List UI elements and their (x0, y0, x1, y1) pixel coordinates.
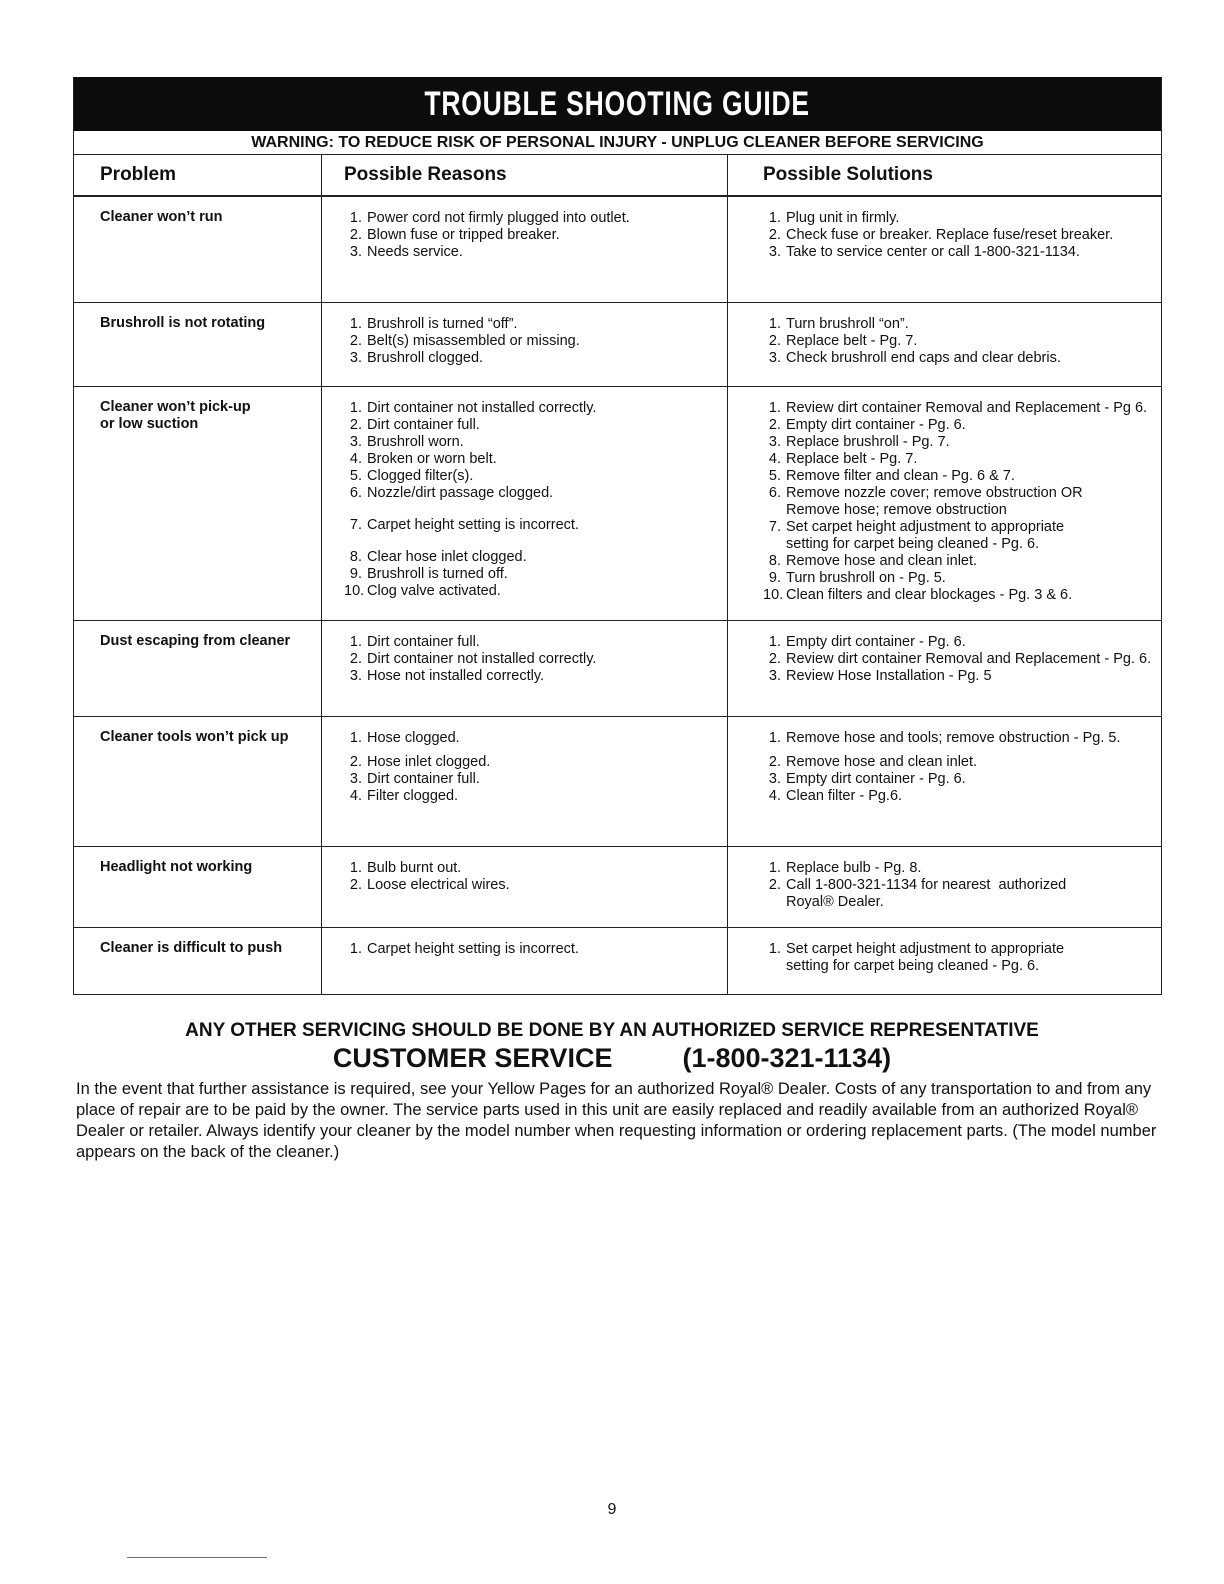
table-header (74, 155, 1161, 197)
reasons-cell (322, 847, 728, 927)
item-number: 4. (768, 788, 781, 804)
solutions-cell (728, 387, 1161, 620)
item-text: Hose not installed correctly. (367, 668, 545, 684)
table-row (74, 197, 1161, 303)
item-number: 3. (768, 771, 781, 787)
reason-item (344, 730, 727, 747)
item-number: 3. (349, 771, 362, 787)
warning: WARNING: TO REDUCE RISK OF PERSONAL INJURY - UNPLUG CLEANER BEFORE SERVICING (74, 131, 1161, 155)
solutions-cell (728, 717, 1161, 846)
item-text: Clog valve activated. (367, 583, 501, 599)
item-text: Replace belt - Pg. 7. (786, 333, 918, 349)
item-number: 1. (768, 941, 781, 957)
item-text: Check brushroll end caps and clear debris. (786, 350, 1061, 366)
item-number: 5. (768, 468, 781, 484)
problem-label: Cleaner is difficult to push (100, 940, 283, 956)
problem-label: Headlight not working (100, 859, 253, 875)
item-number: 9. (768, 570, 781, 586)
reason-item (344, 434, 727, 451)
solution-item (763, 519, 1161, 553)
solution-item (763, 754, 1161, 771)
solution-item (763, 333, 1161, 350)
solution-item (763, 244, 1161, 261)
item-number: 1. (349, 634, 362, 650)
troubleshooting-table (73, 77, 1162, 995)
reason-item (344, 634, 727, 651)
item-number: 1. (349, 860, 362, 876)
item-text: Power cord not firmly plugged into outlet. (367, 210, 630, 226)
item-text: Nozzle/dirt passage clogged. (367, 485, 554, 501)
item-text: Empty dirt container - Pg. 6. (786, 417, 966, 433)
item-text: Call 1-800-321-1134 for nearest authorized Royal® Dealer. (786, 877, 1067, 910)
item-number: 1. (768, 210, 781, 226)
item-text: Brushroll worn. (367, 434, 464, 450)
item-number: 1. (349, 316, 362, 332)
item-number: 2. (349, 227, 362, 243)
item-number: 1. (768, 316, 781, 332)
reasons-cell (322, 621, 728, 716)
item-text: Dirt container not installed correctly. (367, 651, 597, 667)
service-paragraph: In the event that further assistance is required, see your Yellow Pages for an authorized Royal® Dealer. Costs of any transportation to and from any place of repair are to be paid by the owner. The service parts used in this unit are easily replaced and readily available from an authorized Royal® Dealer or retailer. Always identify your cleaner by the model number when requesting information or ordering replacement parts. (The model number appears on the back of the cleaner.) (76, 1080, 1157, 1161)
item-number: 8. (349, 549, 362, 565)
reason-item (344, 771, 727, 788)
item-number: 1. (768, 634, 781, 650)
reason-item (344, 583, 727, 600)
item-number: 2. (768, 877, 781, 893)
solution-item (763, 668, 1161, 685)
item-text: Clean filters and clear blockages - Pg. 3 & 6. (786, 587, 1073, 603)
solutions-cell (728, 928, 1161, 994)
problem-label: Dust escaping from cleaner (100, 633, 291, 649)
page-title: TROUBLE SHOOTING GUIDE (424, 84, 811, 123)
item-number: 1. (349, 400, 362, 416)
item-text: Clean filter - Pg.6. (786, 788, 903, 804)
solution-item (763, 634, 1161, 651)
reason-item (344, 860, 727, 877)
solution-item (763, 468, 1161, 485)
item-number: 4. (349, 788, 362, 804)
item-number: 2. (768, 417, 781, 433)
title-bar (74, 77, 1161, 131)
item-text: Clear hose inlet clogged. (367, 549, 527, 565)
item-text: Remove nozzle cover; remove obstruction OR Remove hose; remove obstruction (786, 485, 1083, 518)
item-number: 2. (349, 754, 362, 770)
item-number: 8. (768, 553, 781, 569)
item-number: 2. (768, 754, 781, 770)
item-text: Loose electrical wires. (367, 877, 510, 893)
solution-item (763, 434, 1161, 451)
item-number: 1. (768, 730, 781, 746)
item-number: 3. (349, 434, 362, 450)
reason-item (344, 668, 727, 685)
item-text: Empty dirt container - Pg. 6. (786, 771, 966, 787)
item-text: Replace belt - Pg. 7. (786, 451, 918, 467)
solution-item (763, 553, 1161, 570)
item-number: 10. (344, 583, 365, 599)
solution-item (763, 877, 1161, 911)
item-number: 7. (768, 519, 781, 535)
customer-service-phone: (1-800-321-1134) (682, 1043, 892, 1073)
problem-label: Cleaner tools won’t pick up (100, 729, 289, 745)
item-number: 1. (349, 941, 362, 957)
header-solutions: Possible Solutions (763, 164, 933, 185)
reason-item (344, 417, 727, 434)
page-number: 9 (607, 1501, 617, 1518)
item-text: Filter clogged. (367, 788, 459, 804)
solution-item (763, 730, 1161, 747)
reason-item (344, 941, 727, 958)
table-row (74, 303, 1161, 387)
reason-item (344, 468, 727, 485)
solutions-cell (728, 847, 1161, 927)
item-number: 3. (768, 244, 781, 260)
item-text: Needs service. (367, 244, 463, 260)
footer-rule (127, 1557, 267, 1558)
customer-service-label: CUSTOMER SERVICE (332, 1043, 613, 1073)
item-number: 2. (768, 227, 781, 243)
item-number: 2. (768, 333, 781, 349)
solution-item (763, 417, 1161, 434)
item-text: Remove filter and clean - Pg. 6 & 7. (786, 468, 1015, 484)
item-text: Broken or worn belt. (367, 451, 497, 467)
item-text: Brushroll is turned “off”. (367, 316, 518, 332)
header-problem: Problem (74, 155, 322, 195)
reason-item (344, 877, 727, 894)
item-number: 10. (763, 587, 784, 603)
solution-item (763, 788, 1161, 805)
item-text: Turn brushroll on - Pg. 5. (786, 570, 946, 586)
reason-item (344, 210, 727, 227)
item-number: 7. (349, 517, 362, 533)
solution-item (763, 860, 1161, 877)
solution-item (763, 771, 1161, 788)
item-text: Plug unit in firmly. (786, 210, 900, 226)
item-number: 3. (349, 350, 362, 366)
solutions-cell (728, 621, 1161, 716)
item-text: Hose inlet clogged. (367, 754, 491, 770)
item-number: 2. (349, 651, 362, 667)
item-number: 3. (349, 244, 362, 260)
item-number: 4. (349, 451, 362, 467)
service-notice: ANY OTHER SERVICING SHOULD BE DONE BY AN AUTHORIZED SERVICE REPRESENTATIVE (185, 1020, 1039, 1041)
item-text: Clogged filter(s). (367, 468, 474, 484)
reason-item (344, 400, 727, 417)
reasons-cell (322, 387, 728, 620)
item-number: 3. (768, 434, 781, 450)
reasons-cell (322, 303, 728, 386)
problem-label: Brushroll is not rotating (100, 315, 266, 331)
solution-item (763, 485, 1161, 519)
solution-item (763, 651, 1161, 668)
item-text: Review dirt container Removal and Replacement - Pg 6. (786, 400, 1148, 416)
reason-item (344, 244, 727, 261)
reason-item (344, 517, 727, 534)
table-row (74, 717, 1161, 847)
solutions-cell (728, 197, 1161, 302)
table-row (74, 847, 1161, 928)
item-text: Brushroll is turned off. (367, 566, 508, 582)
reason-item (344, 485, 727, 502)
reason-item (344, 754, 727, 771)
item-text: Dirt container full. (367, 634, 480, 650)
item-number: 9. (349, 566, 362, 582)
item-text: Belt(s) misassembled or missing. (367, 333, 580, 349)
item-text: Bulb burnt out. (367, 860, 462, 876)
reason-item (344, 350, 727, 367)
item-number: 2. (349, 417, 362, 433)
item-text: Dirt container not installed correctly. (367, 400, 597, 416)
item-number: 6. (768, 485, 781, 501)
item-number: 5. (349, 468, 362, 484)
reason-item (344, 651, 727, 668)
reason-item (344, 566, 727, 583)
reasons-cell (322, 197, 728, 302)
item-text: Replace brushroll - Pg. 7. (786, 434, 950, 450)
item-number: 1. (768, 400, 781, 416)
item-text: Remove hose and tools; remove obstruction - Pg. 5. (786, 730, 1121, 746)
item-text: Carpet height setting is incorrect. (367, 941, 579, 957)
item-text: Dirt container full. (367, 417, 480, 433)
reason-item (344, 549, 727, 566)
item-text: Set carpet height adjustment to appropriate setting for carpet being cleaned - Pg. 6. (786, 519, 1065, 552)
item-text: Set carpet height adjustment to appropriate setting for carpet being cleaned - Pg. 6. (786, 941, 1065, 974)
item-text: Review dirt container Removal and Replacement - Pg. 6. (786, 651, 1152, 667)
solution-item (763, 350, 1161, 367)
solution-item (763, 587, 1161, 604)
problem-label: Cleaner won’t run (100, 209, 223, 225)
item-text: Hose clogged. (367, 730, 460, 746)
table-row (74, 621, 1161, 717)
item-text: Remove hose and clean inlet. (786, 553, 978, 569)
item-text: Dirt container full. (367, 771, 480, 787)
item-text: Review Hose Installation - Pg. 5 (786, 668, 992, 684)
reason-item (344, 333, 727, 350)
item-text: Brushroll clogged. (367, 350, 484, 366)
solution-item (763, 210, 1161, 227)
table-row (74, 387, 1161, 621)
solution-item (763, 227, 1161, 244)
item-text: Replace bulb - Pg. 8. (786, 860, 922, 876)
item-number: 3. (768, 668, 781, 684)
reason-item (344, 227, 727, 244)
item-number: 1. (349, 730, 362, 746)
item-number: 6. (349, 485, 362, 501)
solution-item (763, 316, 1161, 333)
solution-item (763, 570, 1161, 587)
item-number: 3. (349, 668, 362, 684)
item-text: Carpet height setting is incorrect. (367, 517, 579, 533)
reasons-cell (322, 928, 728, 994)
table-row (74, 928, 1161, 994)
item-text: Empty dirt container - Pg. 6. (786, 634, 966, 650)
reason-item (344, 451, 727, 468)
solutions-cell (728, 303, 1161, 386)
item-number: 4. (768, 451, 781, 467)
item-text: Remove hose and clean inlet. (786, 754, 978, 770)
item-text: Turn brushroll “on”. (786, 316, 909, 332)
item-number: 2. (349, 333, 362, 349)
customer-service (0, 1043, 1224, 1074)
reason-item (344, 788, 727, 805)
item-text: Take to service center or call 1-800-321-1134. (786, 244, 1080, 260)
item-number: 1. (349, 210, 362, 226)
reason-item (344, 316, 727, 333)
item-number: 1. (768, 860, 781, 876)
problem-label: Cleaner won’t pick-up or low suction (100, 399, 251, 432)
item-text: Blown fuse or tripped breaker. (367, 227, 560, 243)
item-number: 3. (768, 350, 781, 366)
item-text: Check fuse or breaker. Replace fuse/reset breaker. (786, 227, 1114, 243)
reasons-cell (322, 717, 728, 846)
header-reasons: Possible Reasons (322, 155, 728, 195)
solution-item (763, 451, 1161, 468)
solution-item (763, 941, 1161, 975)
item-number: 2. (768, 651, 781, 667)
item-number: 2. (349, 877, 362, 893)
solution-item (763, 400, 1161, 417)
